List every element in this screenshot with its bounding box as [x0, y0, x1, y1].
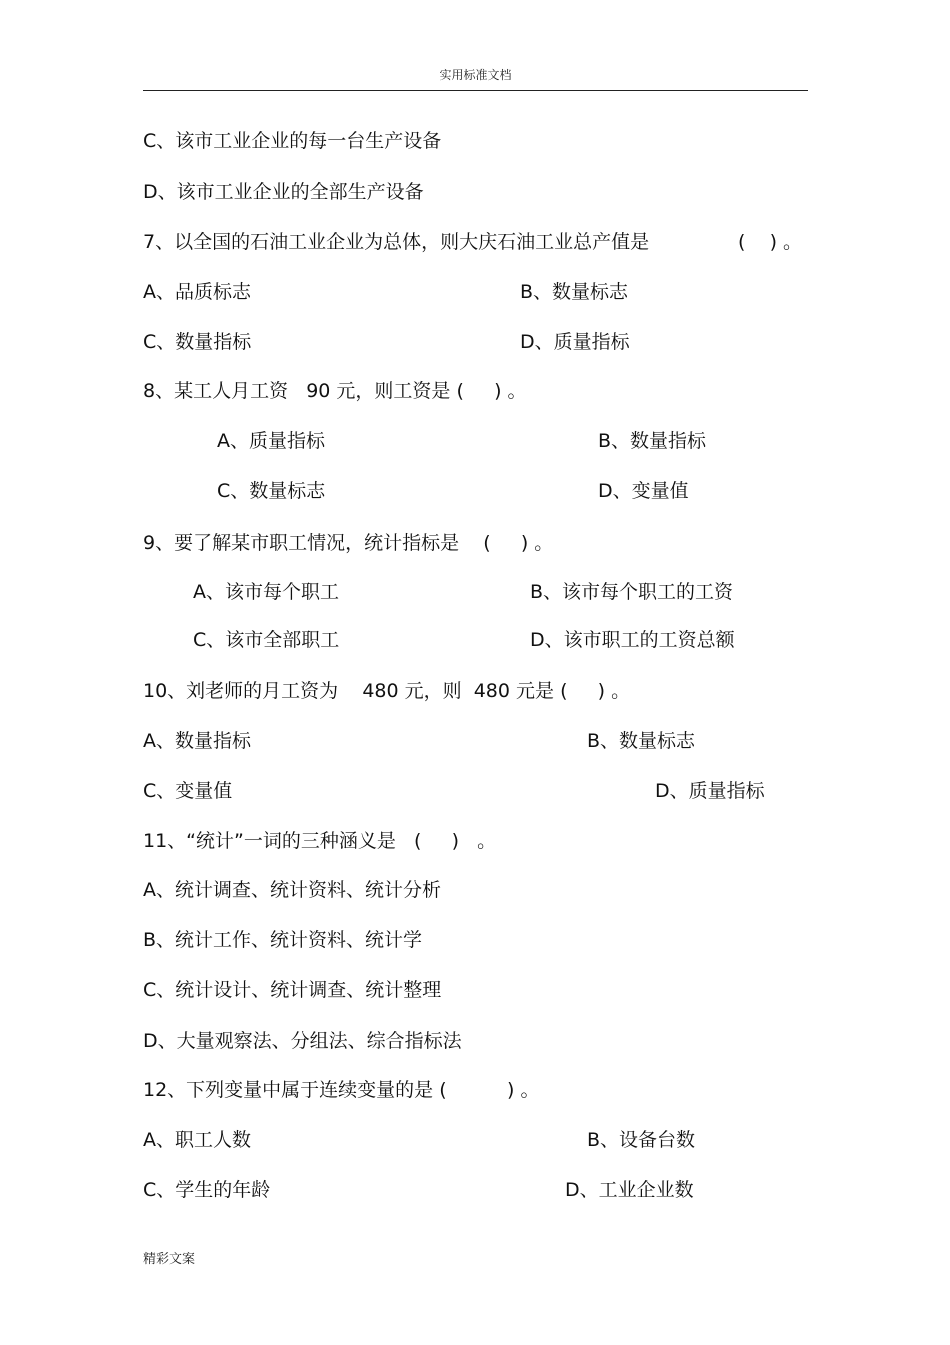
- q8-option-b: B、数量指标: [598, 430, 707, 452]
- q6-option-d: D、该市工业企业的全部生产设备: [143, 181, 424, 203]
- q9-option-c: C、该市全部职工: [193, 629, 340, 651]
- q9-option-b: B、该市每个职工的工资: [530, 581, 734, 603]
- q12-option-b: B、设备台数: [587, 1129, 696, 1151]
- q8-option-a: A、质量指标: [217, 430, 325, 452]
- q8-option-c: C、数量标志: [217, 480, 326, 502]
- q10-option-a: A、数量指标: [143, 730, 251, 752]
- q12-option-d: D、工业企业数: [565, 1179, 694, 1201]
- q7-option-d: D、质量指标: [520, 331, 630, 353]
- q12-option-a: A、职工人数: [143, 1129, 251, 1151]
- q11-option-d: D、大量观察法、分组法、综合指标法: [143, 1030, 462, 1052]
- q11-option-c: C、统计设计、统计调查、统计整理: [143, 979, 442, 1001]
- header-rule: [143, 90, 808, 91]
- page-header: 实用标准文档: [439, 68, 512, 82]
- q8-stem: 8、某工人月工资 90 元，则工资是 ( ) 。: [143, 380, 527, 402]
- q11-stem: 11、“统计”一词的三种涵义是 ( ) 。: [143, 830, 497, 852]
- q9-stem: 9、要了解某市职工情况，统计指标是 ( ) 。: [143, 532, 554, 554]
- q7-option-b: B、数量标志: [520, 281, 629, 303]
- q8-option-d: D、变量值: [598, 480, 689, 502]
- q12-stem: 12、下列变量中属于连续变量的是 ( ) 。: [143, 1079, 540, 1101]
- q7-stem: 7、以全国的石油工业企业为总体，则大庆石油工业总产值是: [143, 231, 650, 253]
- q10-stem: 10、刘老师的月工资为 480 元，则 480 元是 ( ) 。: [143, 680, 631, 702]
- q7-blank: ( ) 。: [738, 231, 803, 253]
- q9-option-a: A、该市每个职工: [193, 581, 339, 603]
- q12-option-c: C、学生的年龄: [143, 1179, 271, 1201]
- q7-option-a: A、品质标志: [143, 281, 251, 303]
- q10-option-b: B、数量标志: [587, 730, 696, 752]
- q10-option-d: D、质量指标: [655, 780, 765, 802]
- page-footer: 精彩文案: [143, 1252, 196, 1267]
- q11-option-a: A、统计调查、统计资料、统计分析: [143, 879, 441, 901]
- q6-option-c: C、该市工业企业的每一台生产设备: [143, 130, 442, 152]
- q10-option-c: C、变量值: [143, 780, 233, 802]
- q11-option-b: B、统计工作、统计资料、统计学: [143, 929, 423, 951]
- q9-option-d: D、该市职工的工资总额: [530, 629, 735, 651]
- q7-option-c: C、数量指标: [143, 331, 252, 353]
